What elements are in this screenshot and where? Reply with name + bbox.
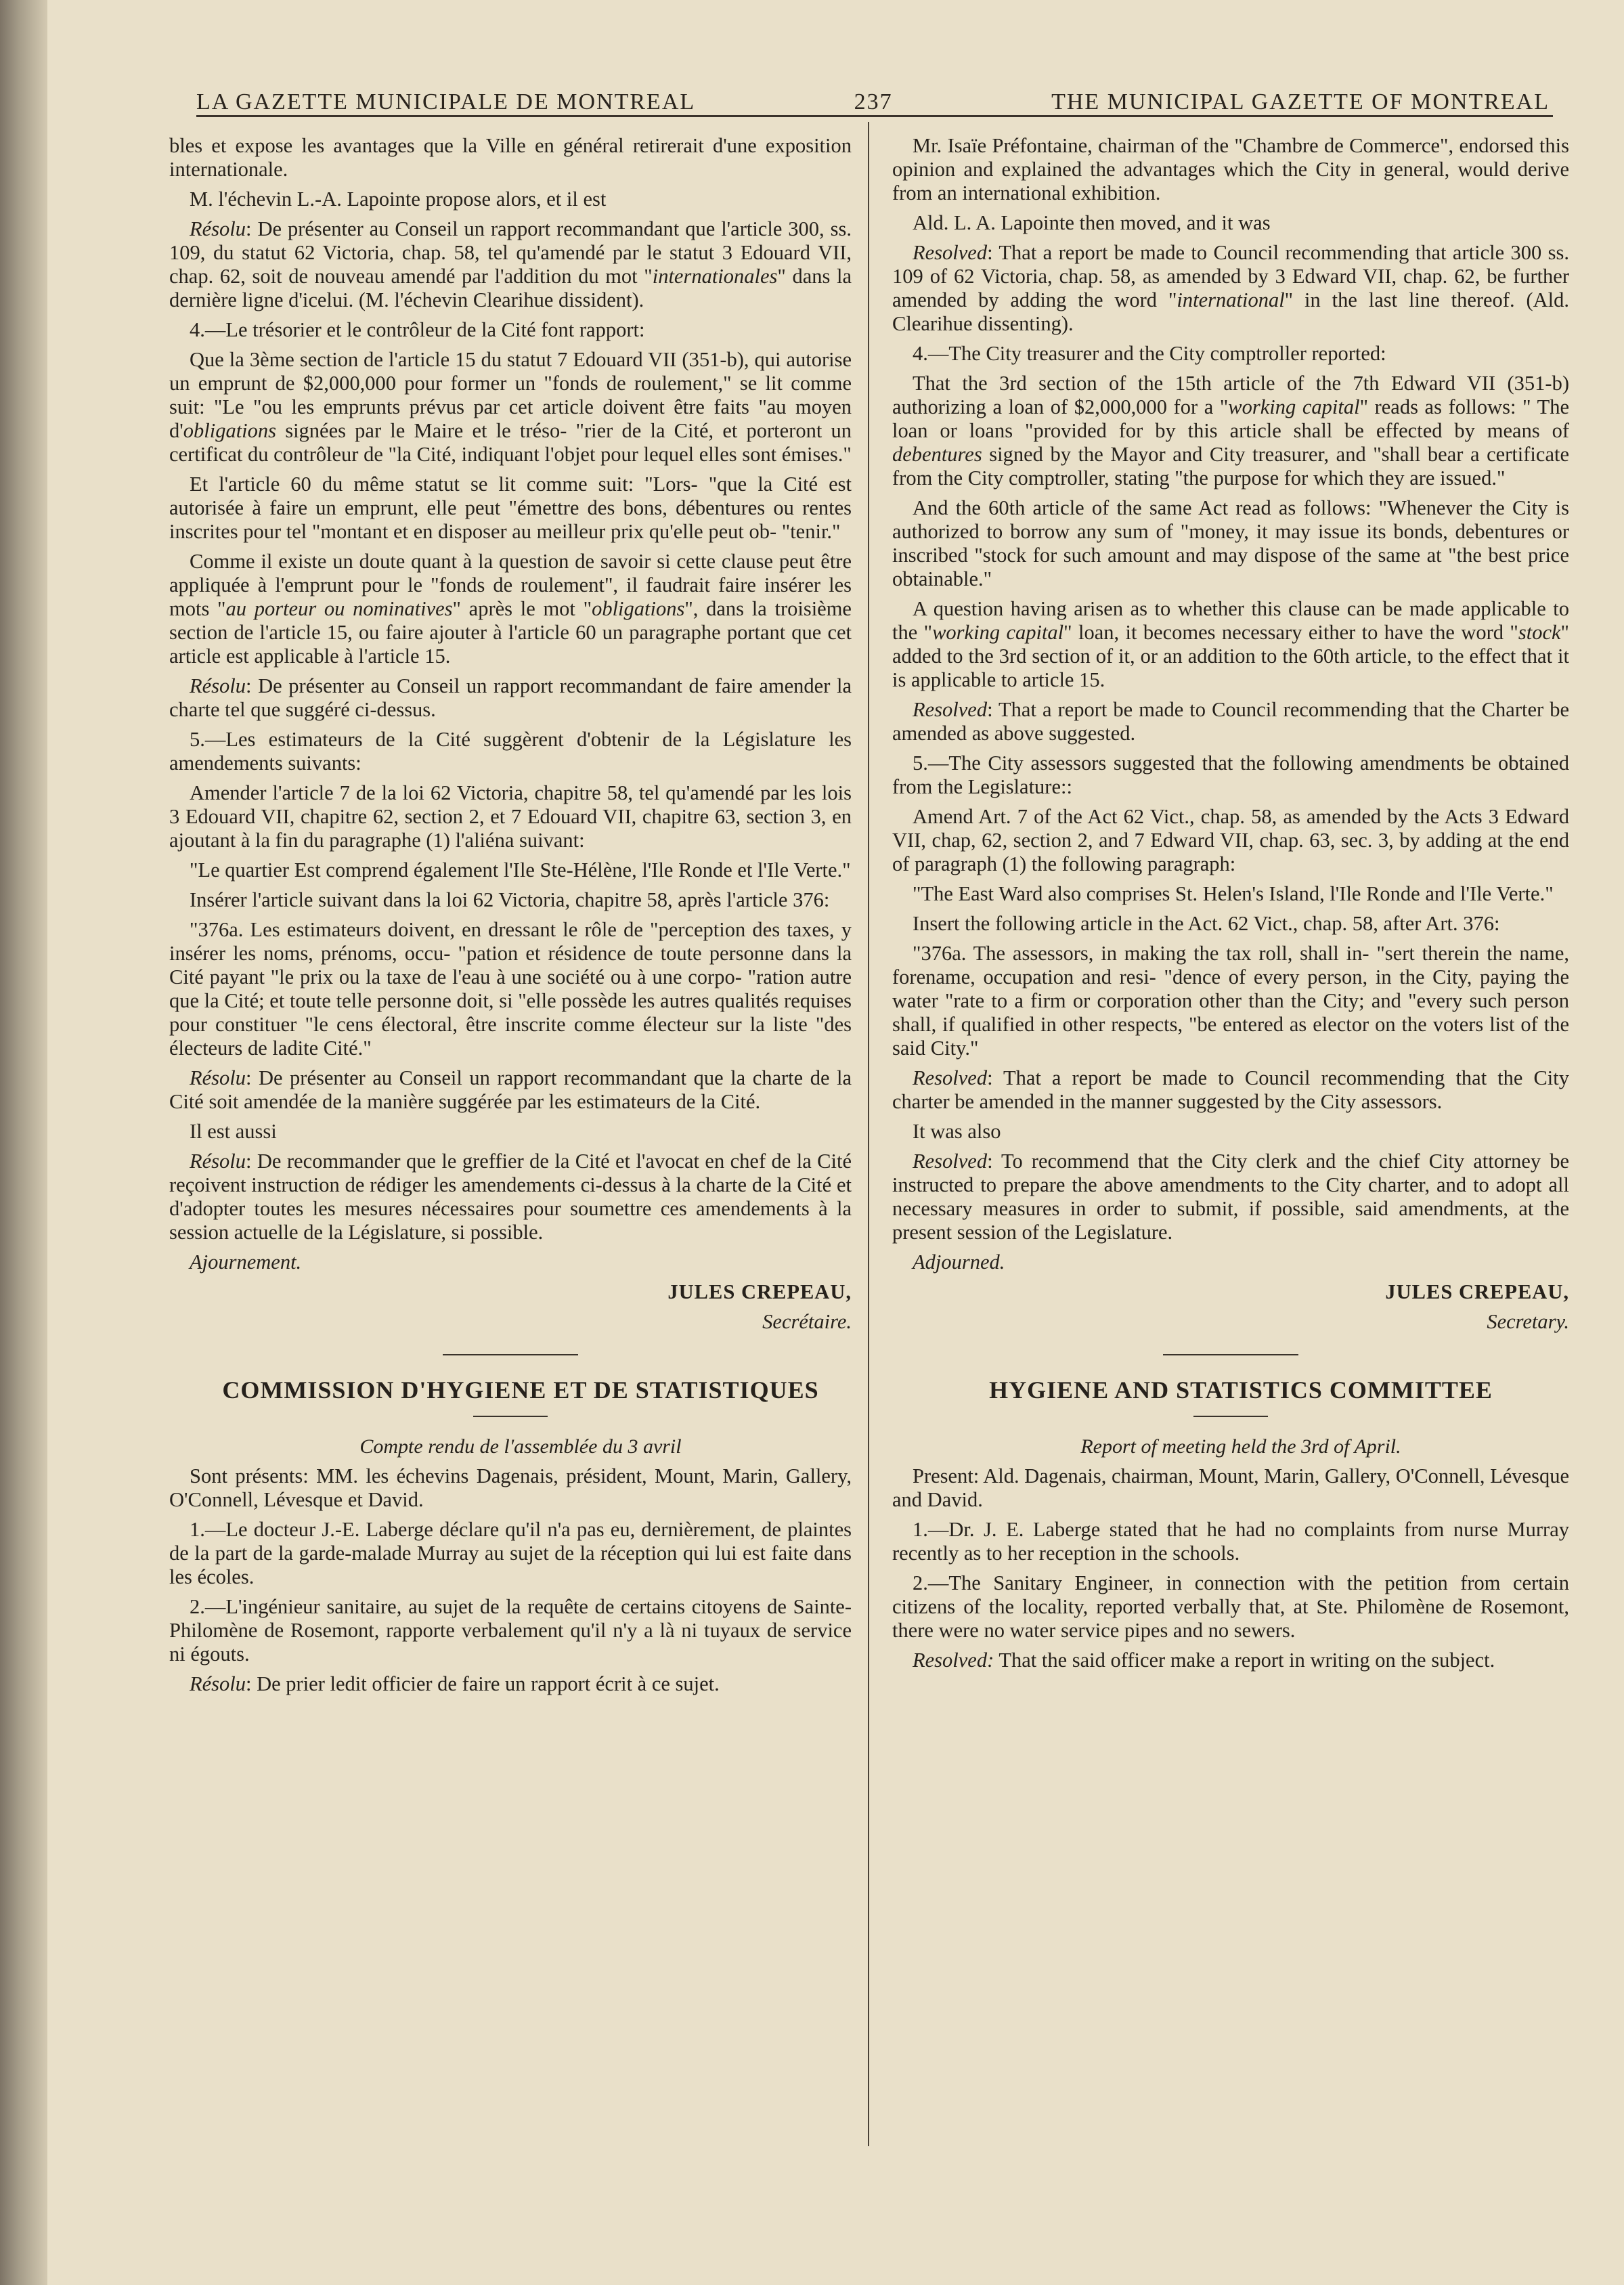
paragraph: "The East Ward also comprises St. Helen's Island, l'Ile Ronde and l'Ile Verte." xyxy=(913,882,1554,905)
title-rule xyxy=(1193,1416,1268,1417)
paragraph: Amend Art. 7 of the Act 62 Vict., chap. 58, as amended by the Acts 3 Edward VII, chap, 62, section 2, and 7 Edward VII, chap. 63, sec. 3, by adding at the end of paragraph (1) the following paragraph: xyxy=(892,805,1569,875)
resolution-label: Resolved xyxy=(913,241,988,264)
section-title: HYGIENE AND STATISTICS COMMITTEE xyxy=(989,1376,1493,1403)
adjournment: Adjourned. xyxy=(913,1250,1005,1274)
paragraph: Et l'article 60 du même statut se lit comme suit: "Lors- "que la Cité est autorisée à faire un emprunt, elle peut "émettre des bons, débentures ou rentes inscrites pour tel "montant et en disposer au meilleur prix qu'elle peut ob- "tenir." xyxy=(169,473,852,543)
resolution: Résolu: De présenter au Conseil un rapport recommandant que la charte de la Cité soit amendée de la manière suggérée par les estimateurs de la Cité. xyxy=(169,1066,852,1113)
resolution: Resolved: To recommend that the City clerk and the chief City attorney be instructed to prepare the above amendments to the City charter, and to adopt all necessary measures in order to submit, if possible, said amendments, at the present session of the Legislature. xyxy=(892,1150,1569,1244)
page-binding-shadow xyxy=(0,0,47,2285)
paragraph: bles et expose les avantages que la Ville en général retirerait d'une exposition internationale. xyxy=(169,134,852,181)
resolution: Resolved: That a report be made to Council recommending that article 300 ss. 109 of 62 Victoria, chap. 58, as amended by 3 Edward VII, chap. 62, be further amended by adding the word "international" in the last line thereof. (Ald. Clearihue dissenting). xyxy=(892,241,1569,335)
paragraph: 5.—Les estimateurs de la Cité suggèrent d'obtenir de la Législature les amendements suivants: xyxy=(169,728,852,775)
paragraph: Il est aussi xyxy=(190,1120,277,1143)
signature-role: Secretary. xyxy=(1487,1310,1569,1333)
paragraph: Que la 3ème section de l'article 15 du statut 7 Edouard VII (351-b), qui autorise un emprunt de $2,000,000 pour former un "fonds de roulement," se lit comme suit: "Le "ou les emprunts prévus par cet article doivent être faits "au moyen d'obligations signées par le Maire et le tréso- "rier de la Cité, et porteront un certificat du contrôleur de "la Cité, indiquant l'objet pour lequel elles sont émises." xyxy=(169,348,852,466)
paragraph: 4.—The City treasurer and the City comptroller reported: xyxy=(913,342,1386,365)
resolution-label: Resolved xyxy=(913,698,988,721)
french-column xyxy=(169,134,852,1702)
resolution-label: Résolu xyxy=(190,674,246,697)
resolution-label: Résolu xyxy=(190,1066,246,1089)
paragraph: "376a. Les estimateurs doivent, en dressant le rôle de "perception des taxes, y insérer les noms, prénoms, occu- "pation et résidence de toute personne dans la Cité payant "le prix ou la taxe de l'eau à une société ou à une corpo- "ration autre que la Cité; et toute telle personne doit, si "elle possède les autres qualités requises pour constituer "le cens électoral, être inscrite comme électeur sur la liste "des électeurs de ladite Cité." xyxy=(169,918,852,1060)
resolution: Résolu: De recommander que le greffier de la Cité et l'avocat en chef de la Cité reçoivent instruction de rédiger les amendements ci-dessus à la charte de la Cité et d'adopter toutes les mesures nécessaires pour soumettre ces amendements à la session actuelle de la Législature, si possible. xyxy=(169,1150,852,1244)
resolution: Résolu: De prier ledit officier de faire un rapport écrit à ce sujet. xyxy=(190,1672,720,1695)
paragraph: 2.—L'ingénieur sanitaire, au sujet de la requête de certains citoyens de Sainte-Philomène de Rosemont, rapporte verbalement qu'il n'y a là ni tuyaux de service ni égouts. xyxy=(169,1595,852,1666)
paragraph: M. l'échevin L.-A. Lapointe propose alors, et il est xyxy=(190,188,607,211)
signature-name: JULES CREPEAU, xyxy=(667,1280,852,1303)
title-rule xyxy=(473,1416,548,1417)
paragraph: 1.—Le docteur J.-E. Laberge déclare qu'il n'a pas eu, dernièrement, de plaintes de la part de la garde-malade Murray au sujet de la réception qui lui est faite dans les écoles. xyxy=(169,1518,852,1588)
resolution-label: Résolu xyxy=(190,217,246,240)
resolution-label: Resolved xyxy=(913,1066,988,1089)
paragraph: Comme il existe un doute quant à la question de savoir si cette clause peut être appliquée à l'emprunt pour le "fonds de roulement", il faudrait faire insérer les mots "au porteur ou nominatives" après le mot "obligations", dans la troisième section de l'article 15, ou faire ajouter à l'article 60 un paragraphe portant que cet article est applicable à l'article 15. xyxy=(169,550,852,668)
section-rule xyxy=(443,1354,578,1355)
paragraph: 2.—The Sanitary Engineer, in connection with the petition from certain citizens of the locality, reported verbally that, at Ste. Philomène de Rosemont, there were no water service pipes and no sewers. xyxy=(892,1571,1569,1642)
section-subtitle: Compte rendu de l'assemblée du 3 avril xyxy=(359,1435,682,1458)
resolution: Resolved: That a report be made to Council recommending that the City charter be amended in the manner suggested by the City assessors. xyxy=(892,1066,1569,1113)
paragraph: And the 60th article of the same Act read as follows: "Whenever the City is authorized to borrow any sum of "money, it may issue its bonds, debentures or inscribed "stock for such amount and may dispose of the same at "the best price obtainable." xyxy=(892,496,1569,590)
paragraph: A question having arisen as to whether this clause can be made applicable to the "working capital" loan, it becomes necessary either to have the word "stock" added to the 3rd section of it, or an addition to the 60th article, to the effect that it is applicable to article 15. xyxy=(892,597,1569,691)
column-divider xyxy=(868,122,869,2146)
resolution-label: Resolved xyxy=(913,1150,988,1173)
paragraph: Mr. Isaïe Préfontaine, chairman of the "Chambre de Commerce", endorsed this opinion and explained the advantages which the City in general, would derive from an international exhibition. xyxy=(892,134,1569,204)
resolution-label: Resolved: xyxy=(913,1649,994,1672)
page-number: 237 xyxy=(854,89,893,114)
paragraph: Ald. L. A. Lapointe then moved, and it was xyxy=(913,211,1271,234)
paragraph: It was also xyxy=(913,1120,1001,1143)
paragraph: 1.—Dr. J. E. Laberge stated that he had no complaints from nurse Murray recently as to her reception in the schools. xyxy=(892,1518,1569,1565)
section-rule xyxy=(1163,1354,1298,1355)
adjournment: Ajournement. xyxy=(190,1250,302,1274)
paragraph: "376a. The assessors, in making the tax roll, shall in- "sert therein the name, forename, occupation and resi- "dence of every person, in the City, paying the water "rate to a firm or corporation other than the City; and "every such person shall, if qualified in other respects, "be entered as elector on the voters list of the said City." xyxy=(892,942,1569,1060)
page-header xyxy=(196,74,1550,115)
resolution-label: Résolu xyxy=(190,1672,246,1695)
resolution: Résolu: De présenter au Conseil un rapport recommandant de faire amender la charte tel que suggéré ci-dessus. xyxy=(169,674,852,721)
paragraph: "Le quartier Est comprend également l'Ile Ste-Hélène, l'Ile Ronde et l'Ile Verte." xyxy=(190,858,851,882)
english-column xyxy=(892,134,1569,1678)
resolution-label: Résolu xyxy=(190,1150,246,1173)
paragraph: Insérer l'article suivant dans la loi 62 Victoria, chapitre 58, après l'article 376: xyxy=(190,888,830,911)
section-subtitle: Report of meeting held the 3rd of April. xyxy=(1080,1435,1401,1458)
paragraph: Insert the following article in the Act. 62 Vict., chap. 58, after Art. 376: xyxy=(913,912,1500,935)
header-title-french: LA GAZETTE MUNICIPALE DE MONTREAL xyxy=(196,89,696,114)
resolution: Resolved: That the said officer make a report in writing on the subject. xyxy=(913,1649,1495,1672)
section-title: COMMISSION D'HYGIENE ET DE STATISTIQUES xyxy=(222,1376,819,1403)
header-rule xyxy=(196,115,1553,117)
resolution: Résolu: De présenter au Conseil un rapport recommandant que l'article 300, ss. 109, du statut 62 Victoria, chap. 58, tel qu'amendé par le statut 3 Edouard VII, chap. 62, soit de nouveau amendé par l'addition du mot "internationales" dans la dernière ligne d'icelui. (M. l'échevin Clearihue dissident). xyxy=(169,217,852,311)
paragraph: 5.—The City assessors suggested that the following amendments be obtained from the Legislature:: xyxy=(892,752,1569,798)
signature-name: JULES CREPEAU, xyxy=(1385,1280,1569,1303)
paragraph: 4.—Le trésorier et le contrôleur de la Cité font rapport: xyxy=(190,318,645,341)
header-title-english: THE MUNICIPAL GAZETTE OF MONTREAL xyxy=(1051,89,1550,114)
paragraph: Present: Ald. Dagenais, chairman, Mount, Marin, Gallery, O'Connell, Lévesque and David. xyxy=(892,1464,1569,1511)
resolution: Resolved: That a report be made to Council recommending that the Charter be amended as above suggested. xyxy=(892,698,1569,745)
paragraph: That the 3rd section of the 15th article of the 7th Edward VII (351-b) authorizing a loan of $2,000,000 for a "working capital" reads as follows: " The loan or loans "provided for by this article shall be effected by means of debentures signed by the Mayor and City treasurer, and "shall bear a certificate from the City comptroller, stating "the purpose for which they are issued." xyxy=(892,372,1569,489)
paragraph: Sont présents: MM. les échevins Dagenais, président, Mount, Marin, Gallery, O'Connell, Lévesque et David. xyxy=(169,1464,852,1511)
paragraph: Amender l'article 7 de la loi 62 Victoria, chapitre 58, tel qu'amendé par les lois 3 Edouard VII, chapitre 62, section 2, et 7 Edouard VII, chapitre 63, section 3, en ajoutant à la fin du paragraphe (1) l'aliéna suivant: xyxy=(169,781,852,852)
signature-role: Secrétaire. xyxy=(762,1310,852,1333)
